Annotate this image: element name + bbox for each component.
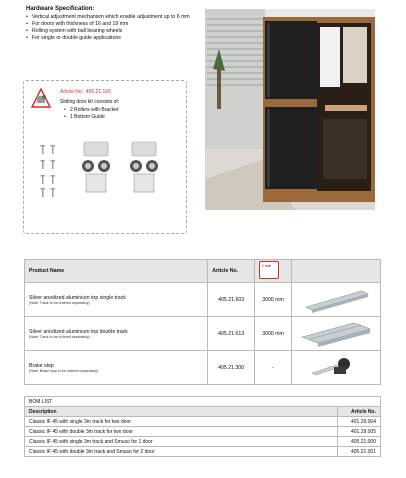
double-track-image: [292, 317, 380, 348]
kit-article-number: Article No.: 405.21.100: [60, 89, 111, 95]
product-note: (Note: Brake stop to be ordered separately): [29, 368, 99, 373]
bom-article: 401.29.005: [338, 427, 381, 437]
table-row: [25, 417, 381, 427]
bom-header-description: Description: [25, 407, 338, 417]
kit-items: [64, 107, 118, 121]
product-image: [291, 283, 380, 317]
single-track-image: [292, 283, 380, 314]
product-note: (Note: Track to be ordered separately): [29, 300, 90, 305]
product-cell: [25, 351, 208, 385]
table-row: [25, 283, 381, 317]
bom-title: BOM LIST: [25, 397, 381, 407]
bom-header-article: Article No.: [338, 407, 381, 417]
product-name: Silver anodized aluminium top double track: [29, 328, 128, 335]
spec-item: • Rolling system with ball bearing wheels: [26, 28, 191, 35]
length: 3000 mm: [255, 283, 292, 317]
brake-stop-image: [292, 351, 380, 382]
bom-article: 401.29.004: [338, 417, 381, 427]
wardrobe-photo: [205, 9, 375, 210]
bom-description: Classic IF 45 with double 3m track for two door: [25, 427, 338, 437]
length-mm-icon: L mm: [255, 260, 292, 283]
product-cell: [25, 317, 208, 351]
table-row: [25, 447, 381, 457]
bom-description: Classic IF 45 with single 3m track and Smuso for 1 door: [25, 437, 338, 447]
bom-header-row: [25, 407, 381, 417]
header-product-name: Product Name: [25, 260, 208, 283]
bom-article: 405.21.000: [338, 437, 381, 447]
product-table: [24, 259, 381, 385]
bom-title-row: [25, 397, 381, 407]
kit-description: Sliding door kit consists of:: [60, 99, 120, 105]
product-name: Silver anodized aluminium top single track: [29, 294, 126, 301]
spec-item: • For doors with thickness of 16 and 19 mm: [26, 21, 191, 28]
table-row: [25, 317, 381, 351]
product-image: [291, 317, 380, 351]
warning-triangle-icon: [31, 87, 51, 109]
bom-description: Classic IF 45 with single 3m track for two door: [25, 417, 338, 427]
roller-bracket-image: [76, 140, 116, 200]
article-no: 405.21.613: [208, 317, 255, 351]
bom-table: [24, 396, 381, 457]
spec-item: • For single or double guide applications: [26, 35, 191, 42]
table-row: [25, 351, 381, 385]
kit-item: • 1 Bottom Guide: [64, 114, 118, 121]
product-cell: [25, 283, 208, 317]
spec-title: Hardware Specification:: [26, 6, 95, 12]
table-row: [25, 437, 381, 447]
article-no: 405.21.300: [208, 351, 255, 385]
header-article-no: Article No.: [208, 260, 255, 283]
length: -: [255, 351, 292, 385]
length: 3000 mm: [255, 317, 292, 351]
product-name: Brake stop: [29, 362, 54, 369]
article-no: 405.21.603: [208, 283, 255, 317]
bom-article: 405.21.001: [338, 447, 381, 457]
product-image: [291, 351, 380, 385]
bom-description: Classic IF 45 with double 3m track and Smuso for 2 door: [25, 447, 338, 457]
table-header-row: [25, 260, 381, 283]
table-row: [25, 427, 381, 437]
spec-list: [26, 14, 191, 42]
spec-item: • Vertical adjustment mechanism which enable adjustment up to 6 mm: [26, 14, 191, 21]
product-note: (Note: Track to be ordered separately): [29, 334, 90, 339]
bottom-guide-image: [122, 140, 167, 200]
kit-item: • 2 Rollers with Bracket: [64, 107, 118, 114]
screws-image: [36, 140, 76, 200]
header-image: [291, 260, 380, 283]
